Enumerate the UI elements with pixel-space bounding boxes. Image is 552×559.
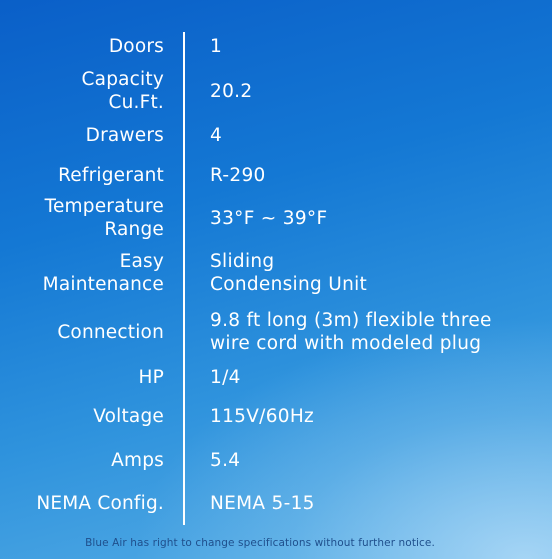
spec-label: HP: [138, 366, 164, 388]
spec-label: Amps: [111, 449, 164, 471]
spec-value: 4: [210, 124, 223, 146]
spec-label: Temperature Range: [44, 196, 164, 240]
spec-label: Voltage: [93, 405, 164, 427]
spec-value: R-290: [210, 164, 266, 186]
spec-value: 5.4: [210, 449, 241, 471]
spec-label: Connection: [57, 321, 164, 343]
spec-label: Drawers: [85, 124, 164, 146]
spec-row-connection: [0, 309, 552, 355]
disclaimer-footnote: Blue Air has right to change specifications without further notice.: [85, 537, 435, 549]
spec-row-nema-config: [0, 491, 552, 515]
spec-label: Doors: [108, 35, 164, 57]
spec-label: NEMA Config.: [36, 492, 164, 514]
spec-label: Refrigerant: [58, 164, 164, 186]
spec-row-voltage: [0, 404, 552, 428]
spec-label: Capacity Cu.Ft.: [81, 69, 164, 113]
spec-row-hp: [0, 365, 552, 389]
spec-value: 1: [210, 35, 223, 57]
spec-value: 115V/60Hz: [210, 405, 315, 427]
spec-row-refrigerant: [0, 163, 552, 187]
spec-row-doors: [0, 34, 552, 58]
spec-label: Easy Maintenance: [42, 251, 164, 295]
spec-row-temperature-range: [0, 195, 552, 241]
spec-row-drawers: [0, 123, 552, 147]
spec-value: 9.8 ft long (3m) flexible three wire cord with modeled plug: [210, 310, 492, 354]
spec-value: 1/4: [210, 366, 241, 388]
spec-value: 33°F ~ 39°F: [210, 207, 328, 229]
spec-row-amps: [0, 448, 552, 472]
spec-value: Sliding Condensing Unit: [210, 251, 368, 295]
spec-row-capacity: [0, 68, 552, 114]
spec-value: 20.2: [210, 80, 253, 102]
spec-row-easy-maintenance: [0, 250, 552, 296]
spec-value: NEMA 5-15: [210, 492, 315, 514]
